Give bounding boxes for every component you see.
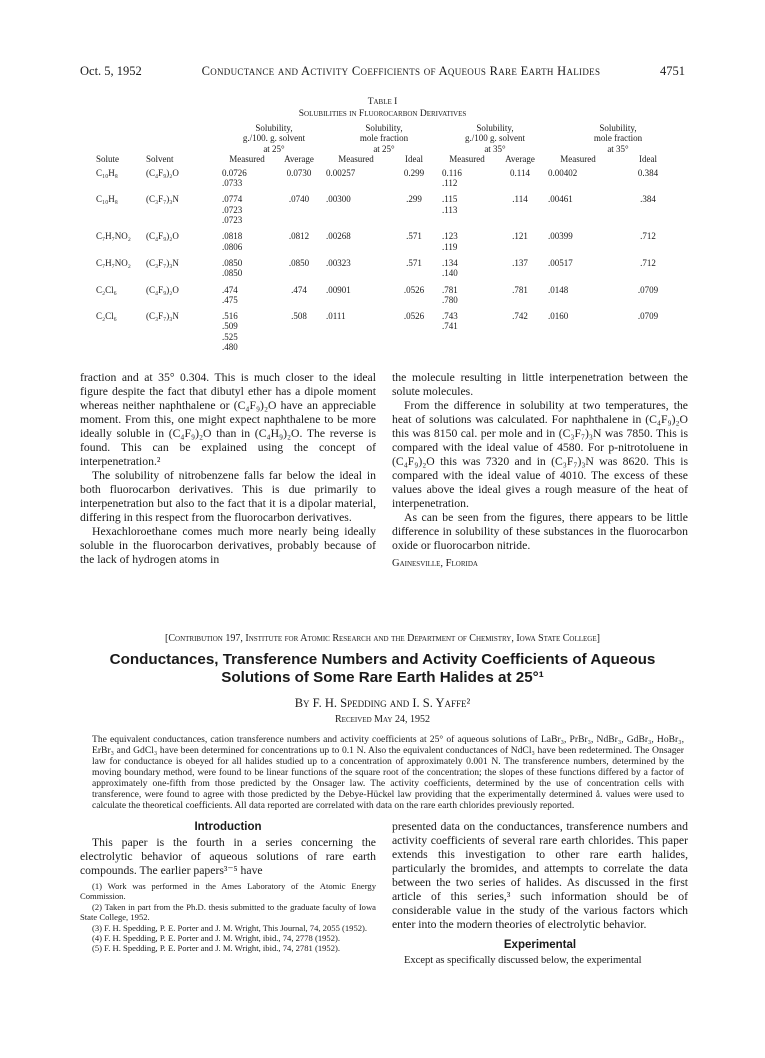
contribution-affiliation: [Contribution 197, Institute for Atomic Research and the Department of Chemistry, Iowa State College] (165, 633, 600, 644)
table-cell-measured-35: .119 (442, 241, 458, 252)
paragraph: As can be seen from the figures, there appears to be little difference in solubility of these substances in the fluorocarbon oxide or fluorocarbon nitride. (392, 511, 688, 552)
table-cell-solvent (146, 332, 222, 342)
table-row (96, 252, 688, 268)
table-cell-ideal-35: .0709 (637, 311, 659, 322)
intro-right-column (392, 820, 688, 968)
table-cell-average-25: .0812 (288, 231, 310, 242)
group-header-g25: Solubility, g./100. g. solvent at 25° (242, 123, 306, 154)
table-cell-average-35 (492, 332, 548, 342)
table-cell-ideal-25 (386, 321, 442, 331)
footnote: (5) F. H. Spedding, P. E. Porter and J. M. Wright, ibid., 74, 2781 (1952). (92, 943, 341, 954)
table-cell-ideal-25 (386, 205, 442, 215)
table-cell-solvent (146, 268, 222, 278)
table-cell-ideal-35: .712 (640, 231, 656, 242)
table-cell-solute (96, 342, 146, 352)
table-cell-mole-fraction-25: .0111 (326, 311, 346, 322)
table-cell-solvent: (C₃F₇)₃N (146, 257, 179, 268)
table-cell-mole-fraction-35 (548, 215, 608, 225)
table-cell-average-35 (492, 242, 548, 252)
table-cell-ideal-35 (608, 332, 688, 342)
table-cell-measured-25: .0850 (222, 268, 243, 279)
table-row (96, 178, 688, 188)
table-cell-ideal-25: 0.299 (403, 167, 425, 178)
table-cell-ideal-35 (608, 215, 688, 225)
table-cell-average-25 (272, 242, 326, 252)
table-cell-ideal-25 (386, 295, 442, 305)
table-cell-measured-35: .134 (442, 257, 458, 268)
table-cell-average-25 (272, 215, 326, 225)
table-cell-mole-fraction-25: .00901 (326, 284, 351, 295)
table-cell-mole-fraction-25 (326, 205, 386, 215)
table-row (96, 168, 688, 178)
table-cell-average-35: .114 (512, 194, 528, 205)
table-cell-ideal-25: .299 (406, 194, 422, 205)
footnote: (4) F. H. Spedding, P. E. Porter and J. M. Wright, ibid., 74, 2778 (1952). (92, 933, 341, 944)
table-cell-measured-35: .780 (442, 294, 458, 305)
footnote: (1) Work was performed in the Ames Laboratory of the Atomic Energy Commission. (80, 881, 376, 902)
table-cell-solvent (146, 178, 222, 188)
table-cell-average-35 (492, 321, 548, 331)
table-cell-mole-fraction-35: 0.00402 (548, 167, 578, 178)
table-cell-measured-35: .113 (442, 204, 458, 215)
table-caption-block (80, 96, 685, 120)
table-sub-header-row: Solute Solvent Measured Average Measured Ideal Measured Average Measured Ideal (96, 153, 657, 164)
table-cell-mole-fraction-35 (548, 178, 608, 188)
table-cell-mole-fraction-25 (326, 321, 386, 331)
table-cell-solvent (146, 342, 222, 352)
table-row (96, 242, 688, 252)
table-cell-ideal-25 (386, 178, 442, 188)
intro-left-column (80, 820, 376, 954)
author-location: Gainesville, Florida (392, 558, 478, 569)
table-cell-ideal-35: .0709 (637, 284, 659, 295)
paragraph: This paper is the fourth in a series concerning the electrolytic behavior of aqueous solutions of rare earth compounds. The earlier papers³⁻⁵ have (80, 836, 376, 877)
table-cell-ideal-35 (608, 295, 688, 305)
table-caption: Solubilities in Fluorocarbon Derivatives (298, 109, 467, 119)
table-cell-average-35 (492, 178, 548, 188)
table-cell-ideal-35 (608, 242, 688, 252)
table-cell-solvent: (C₃F₇)₃N (146, 194, 179, 205)
table-cell-solvent (146, 295, 222, 305)
group-header-g35: Solubility, g./100 g. solvent at 35° (465, 123, 525, 154)
table-cell-mole-fraction-35: .00517 (548, 257, 573, 268)
table-cell-average-25 (272, 178, 326, 188)
footnote: (3) F. H. Spedding, P. E. Porter and J. M. Wright, This Journal, 74, 2055 (1952). (92, 922, 368, 933)
table-cell-solute (96, 321, 146, 331)
table-cell-average-35 (492, 215, 548, 225)
table-cell-measured-25: .0774 (222, 194, 243, 205)
table-cell-ideal-35: .712 (640, 257, 656, 268)
paragraph: Hexachloroethane comes much more nearly being ideally soluble in the fluorocarbon derivatives, probably because of the lack of hydrogen atoms in (80, 525, 376, 566)
table-cell-ideal-25: .0526 (403, 284, 425, 295)
table-cell-mole-fraction-25: 0.00257 (326, 167, 356, 178)
table-cell-solute (96, 178, 146, 188)
prev-left-column (80, 371, 376, 567)
table-cell-solute (96, 332, 146, 342)
table-cell-measured-35 (442, 215, 492, 225)
table-cell-mole-fraction-25: .00268 (326, 231, 351, 242)
table-cell-solvent (146, 205, 222, 215)
table-row (96, 188, 688, 204)
table-cell-mole-fraction-25 (326, 295, 386, 305)
table-cell-mole-fraction-35 (548, 342, 608, 352)
table-cell-solute (96, 268, 146, 278)
table-cell-ideal-35 (608, 342, 688, 352)
table-cell-average-25: .508 (291, 311, 307, 322)
table-cell-average-35: .781 (512, 284, 528, 295)
table-row (96, 225, 688, 241)
table-cell-solute: C₇H₇NO₂ (96, 257, 131, 268)
table-cell-mole-fraction-35 (548, 321, 608, 331)
table-cell-measured-25: .516 (222, 311, 238, 322)
table-cell-ideal-35: .384 (640, 194, 656, 205)
table-cell-mole-fraction-25 (326, 242, 386, 252)
table-cell-measured-35: .140 (442, 268, 458, 279)
header-running-title: Conductance and Activity Coefficients of Aqueous Rare Earth Halides (201, 64, 601, 78)
table-cell-solute (96, 242, 146, 252)
table-cell-measured-25: .475 (222, 294, 238, 305)
table-cell-solute: C₂Cl₆ (96, 311, 117, 322)
running-header (80, 64, 685, 79)
table-cell-solute (96, 215, 146, 225)
paragraph: From the difference in solubility at two temperatures, the heat of solutions was calculated. For naphthalene in (C₄F₉)₂O this was 8150 cal. per mole and in (C₃F₇)₃N was 7850. This is compared with the ideal value of 4580. For p-nitrotoluene in (C₄F₉)₂O this was 7320 and in (C₃F₇)₃N was 8620. This is compared with the ideal value of 4010. The excess of these values above the ideal gives a rough measure of the heat of interpenetration. (392, 399, 688, 510)
table-cell-ideal-25 (386, 268, 442, 278)
table-cell-measured-35: .781 (442, 284, 458, 295)
table-row (96, 205, 688, 215)
table-cell-ideal-25 (386, 342, 442, 352)
table-cell-solvent: (C₄F₉)₂O (146, 284, 179, 295)
table-cell-measured-25: .0723 (222, 215, 243, 226)
footnote: (2) Taken in part from the Ph.D. thesis submitted to the graduate faculty of Iowa State College, 1952. (80, 901, 376, 923)
table-cell-mole-fraction-35 (548, 332, 608, 342)
table-cell-mole-fraction-35: .00461 (548, 194, 573, 205)
table-cell-solvent: (C₃F₇)₃N (146, 311, 179, 322)
table-cell-mole-fraction-25 (326, 215, 386, 225)
table-label: Table I (367, 97, 398, 107)
table-cell-mole-fraction-35 (548, 295, 608, 305)
table-cell-average-25 (272, 268, 326, 278)
table-cell-measured-25: .525 (222, 331, 238, 342)
table-cell-average-35: 0.114 (510, 167, 530, 178)
table-cell-ideal-25 (386, 215, 442, 225)
table-cell-measured-35: .741 (442, 321, 458, 332)
table-cell-solute: C₁₀H₈ (96, 194, 118, 205)
table-cell-average-25 (272, 321, 326, 331)
section-heading-experimental: Experimental (503, 939, 577, 951)
article-title: Conductances, Transference Numbers and Activity Coefficients of Aqueous Solutions of Some Rare Earth Halides at 25°¹ (109, 651, 656, 686)
table-cell-mole-fraction-25 (326, 178, 386, 188)
table-body (96, 168, 688, 352)
solubility-table (96, 123, 688, 352)
table-cell-solute (96, 205, 146, 215)
table-cell-measured-25: .474 (222, 284, 238, 295)
abstract: The equivalent conductances, cation transference numbers and activity coefficients at 25° of aqueous solutions of LaBr₃, PrBr₃, NdBr₃, GdBr₃, HoBr₃, ErBr₃ and GdCl₃ have been determined for concentrations up to 0.1 N. Also the equivalent conductances of NdCl₃ have been redetermined. The Onsager law for conductance is obeyed for all halides studied up to a concentration of approximately 0.001 N. The transference numbers, determined by the moving boundary method, were found to be linear functions of the square root of the concentration; the slopes of these functions differed by a factor of approximately one-fifth from those predicted by the Onsager law. The activity coefficients, determined by the use of concentration cells with transference, were found to agree with those predicted by the Debye-Hückel law providing that the experimentally determined å. values were used to calculate the theoretical coefficients. All data reported are correlated with data on the rare earth chlorides previously reported. (92, 734, 684, 811)
table-cell-average-35: .121 (512, 231, 528, 242)
table-cell-average-35 (492, 268, 548, 278)
paragraph: Except as specifically discussed below, the experimental (404, 955, 642, 966)
table-cell-measured-25: .509 (222, 321, 238, 332)
table-cell-average-35 (492, 295, 548, 305)
header-page-number: 4751 (660, 64, 685, 78)
table-cell-average-35 (492, 205, 548, 215)
table-row (96, 342, 688, 352)
table-row (96, 279, 688, 295)
table-cell-ideal-25 (386, 242, 442, 252)
table-cell-solute (96, 295, 146, 305)
table-cell-solute: C₇H₇NO₂ (96, 231, 131, 242)
table-cell-mole-fraction-35: .00399 (548, 231, 573, 242)
table-cell-measured-25: .480 (222, 342, 238, 353)
table-cell-average-25 (272, 332, 326, 342)
table-cell-solvent: (C₄F₉)₂O (146, 231, 179, 242)
table-cell-measured-25: 0.0726 (222, 167, 247, 178)
received-date: Received May 24, 1952 (335, 714, 430, 725)
table-cell-measured-25: .0818 (222, 231, 243, 242)
table-cell-solvent (146, 321, 222, 331)
footnotes (80, 881, 376, 954)
table-cell-average-25 (272, 295, 326, 305)
table-cell-average-35 (492, 342, 548, 352)
table-cell-average-25: 0.0730 (286, 167, 312, 178)
table-cell-measured-35: .123 (442, 231, 458, 242)
table-row (96, 321, 688, 331)
table-cell-mole-fraction-35 (548, 268, 608, 278)
table-cell-solvent (146, 242, 222, 252)
table-cell-average-35: .137 (512, 257, 528, 268)
paragraph: presented data on the conductances, transference numbers and activity coefficients of several rare earth chlorides. This paper extends this investigation to other rare earth halides, particularly the bromides, and attempts to correlate the data between the two series of halides. As discussed in the first article of this series,³ such information should be of considerable value in the study of the various factors which enter into the modern theories of electrolytic behavior. (392, 820, 688, 931)
paragraph: The solubility of nitrobenzene falls far below the ideal in both fluorocarbon derivatives. This is due primarily to interpenetration but also to the fact that it is a dipolar material, differing in this respect from the fluorocarbon derivatives. (80, 469, 376, 524)
table-cell-mole-fraction-35: .0160 (548, 311, 569, 322)
table-cell-mole-fraction-25: .00323 (326, 257, 351, 268)
table-cell-ideal-35 (608, 178, 688, 188)
table-cell-measured-25: .0723 (222, 204, 243, 215)
table-row (96, 305, 688, 321)
table-cell-measured-25: .0733 (222, 178, 243, 189)
table-row (96, 215, 688, 225)
group-header-x35: Solubility, mole fraction at 35° (593, 123, 643, 154)
table-cell-mole-fraction-35: .0148 (548, 284, 569, 295)
table-cell-ideal-25: .571 (406, 257, 422, 268)
table-group-header-row (96, 123, 688, 154)
prev-right-column (392, 371, 688, 571)
table-cell-measured-35: .112 (442, 178, 458, 189)
table-cell-measured-35: .115 (442, 194, 458, 205)
paragraph: fraction and at 35° 0.304. This is much closer to the ideal figure despite the fact that dibutyl ether has a dipole moment whereas neither naphthalene or (C₄F₉)₂O have an appreciable moment. From this, one might expect naphthalene to be more ideally soluble in (C₄F₉)₂O than in (C₄H₉)₂O. The reverse is found. This can be explained using the concept of interpenetration.² (80, 371, 376, 468)
table-cell-measured-35 (442, 332, 492, 342)
table-cell-mole-fraction-25 (326, 342, 386, 352)
table-cell-mole-fraction-25 (326, 268, 386, 278)
paragraph: the molecule resulting in little interpenetration between the solute molecules. (392, 371, 688, 398)
table-cell-average-25 (272, 342, 326, 352)
table-cell-measured-35: 0.116 (442, 167, 462, 178)
table-cell-ideal-35 (608, 205, 688, 215)
group-header-x25: Solubility, mole fraction at 25° (359, 123, 409, 154)
table-cell-ideal-25: .0526 (403, 311, 425, 322)
header-date: Oct. 5, 1952 (80, 64, 142, 78)
table-cell-solvent: (C₄F₉)₂O (146, 167, 179, 178)
table-cell-average-35: .742 (512, 311, 528, 322)
table-cell-average-25: .474 (291, 284, 307, 295)
table-row (96, 295, 688, 305)
table-cell-ideal-35: 0.384 (637, 167, 659, 178)
table-cell-solute: C₁₀H₈ (96, 167, 118, 178)
table-cell-mole-fraction-35 (548, 242, 608, 252)
table-cell-solute: C₂Cl₆ (96, 284, 117, 295)
table-cell-average-25 (272, 205, 326, 215)
table-cell-mole-fraction-25 (326, 332, 386, 342)
table-cell-measured-25: .0850 (222, 257, 243, 268)
table-cell-mole-fraction-35 (548, 205, 608, 215)
table-row (96, 268, 688, 278)
table-row (96, 332, 688, 342)
table-cell-solvent (146, 215, 222, 225)
table-cell-ideal-35 (608, 321, 688, 331)
section-heading-introduction: Introduction (194, 821, 262, 833)
table-cell-mole-fraction-25: .00300 (326, 194, 351, 205)
table-cell-measured-35 (442, 342, 492, 352)
table-cell-measured-35: .743 (442, 311, 458, 322)
table-cell-average-25: .0850 (288, 257, 310, 268)
article-authors: By F. H. Spedding and I. S. Yaffe² (294, 696, 471, 710)
table-cell-ideal-25: .571 (406, 231, 422, 242)
table-cell-ideal-25 (386, 332, 442, 342)
table-cell-ideal-35 (608, 268, 688, 278)
table-cell-measured-25: .0806 (222, 241, 243, 252)
table-cell-average-25: .0740 (288, 194, 310, 205)
